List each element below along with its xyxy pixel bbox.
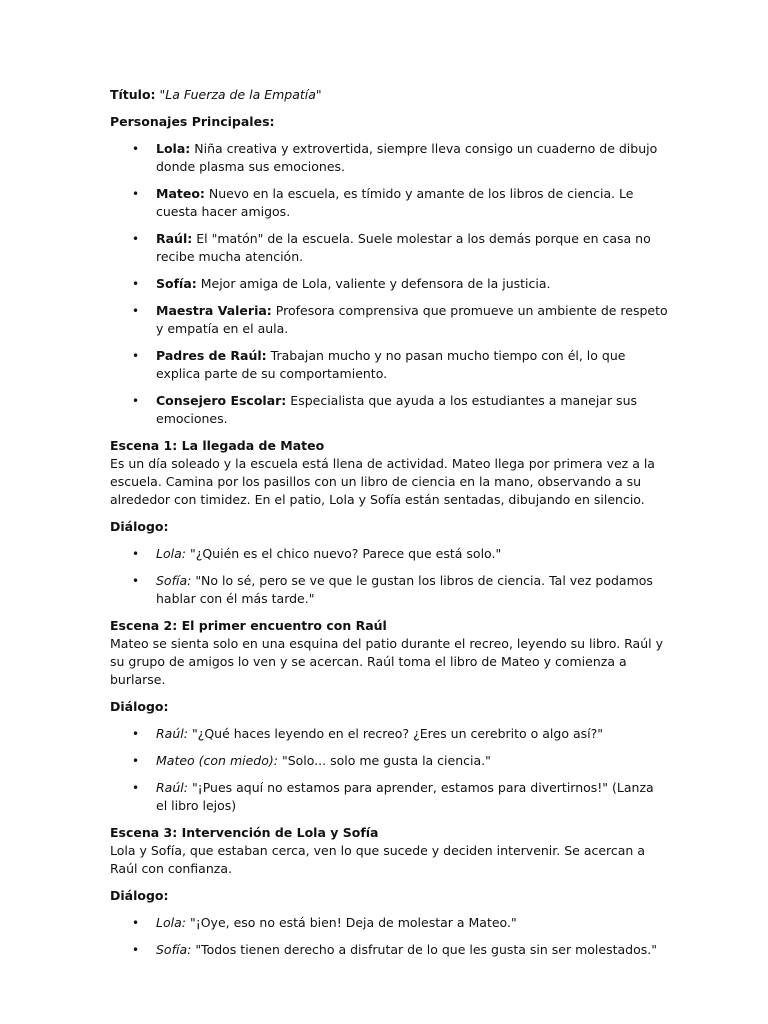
character-name: Consejero Escolar: [156, 393, 287, 408]
bullet-icon: • [132, 943, 140, 957]
scene-heading: Escena 2: El primer encuentro con Raúl [110, 618, 387, 633]
list-item [110, 347, 668, 383]
dialog-line: "Solo... solo me gusta la ciencia." [281, 753, 491, 768]
scene-3-dialog [110, 914, 668, 959]
dialog-line: "¡Oye, eso no está bien! Deja de molestar a Mateo." [189, 915, 517, 930]
character-description: Profesora comprensiva que promueve un ambiente de respeto y empatía en el aula. [156, 303, 668, 336]
list-item [110, 302, 668, 338]
character-description: Nuevo en la escuela, es tímido y amante de los libros de ciencia. Le cuesta hacer amigos. [156, 186, 634, 219]
dialog-speaker: Sofía: [156, 942, 192, 957]
character-description: Mejor amiga de Lola, valiente y defensora de la justicia. [200, 276, 551, 291]
dialog-line: "¿Qué haces leyendo en el recreo? ¿Eres un cerebrito o algo así?" [191, 726, 603, 741]
scene-3 [110, 824, 668, 878]
bullet-icon: • [132, 232, 140, 246]
scene-description: Mateo se sienta solo en una esquina del patio durante el recreo, leyendo su libro. Raúl y su grupo de amigos lo ven y se acercan. Raúl toma el libro de Mateo y comienza a burlarse. [110, 636, 663, 687]
title-value: "La Fuerza de la Empatía" [159, 87, 322, 102]
title-label: Título: [110, 87, 156, 102]
dialog-line: "¡Pues aquí no estamos para aprender, estamos para divertirnos!" (Lanza el libro lejos) [156, 780, 654, 813]
scene-description: Es un día soleado y la escuela está llena de actividad. Mateo llega por primera vez a la escuela. Camina por los pasillos con un libro de ciencia en la mano, observando a su alrededor con timidez. En el patio, Lola y Sofía están sentadas, dibujando en silencio. [110, 456, 655, 507]
scene-heading: Escena 1: La llegada de Mateo [110, 438, 325, 453]
dialog-label: Diálogo: [110, 888, 169, 903]
character-name: Lola: [156, 141, 191, 156]
character-name: Maestra Valeria: [156, 303, 272, 318]
characters-list [110, 140, 668, 428]
bullet-icon: • [132, 916, 140, 930]
dialog-line: "Todos tienen derecho a disfrutar de lo que les gusta sin ser molestados." [195, 942, 657, 957]
bullet-icon: • [132, 304, 140, 318]
dialog-speaker: Raúl: [156, 726, 188, 741]
scene-2 [110, 617, 668, 689]
scene-1 [110, 437, 668, 509]
dialog-speaker: Raúl: [156, 780, 188, 795]
list-item [110, 572, 668, 608]
dialog-line: "No lo sé, pero se ve que le gustan los libros de ciencia. Tal vez podamos hablar con él más tarde." [156, 573, 653, 606]
bullet-icon: • [132, 574, 140, 588]
list-item [110, 941, 668, 959]
list-item [110, 752, 668, 770]
bullet-icon: • [132, 394, 140, 408]
dialog-line: "¿Quién es el chico nuevo? Parece que está solo." [189, 546, 502, 561]
list-item [110, 545, 668, 563]
bullet-icon: • [132, 349, 140, 363]
scene-heading: Escena 3: Intervención de Lola y Sofía [110, 825, 379, 840]
character-description: Niña creativa y extrovertida, siempre lleva consigo un cuaderno de dibujo donde plasma sus emociones. [156, 141, 658, 174]
bullet-icon: • [132, 277, 140, 291]
characters-heading: Personajes Principales: [110, 114, 275, 129]
dialog-label: Diálogo: [110, 519, 169, 534]
bullet-icon: • [132, 754, 140, 768]
dialog-speaker: Lola: [156, 915, 186, 930]
character-name: Mateo: [156, 186, 205, 201]
character-name: Sofía: [156, 276, 197, 291]
list-item [110, 779, 668, 815]
title-line [110, 86, 668, 104]
character-name: Padres de Raúl: [156, 348, 267, 363]
list-item [110, 140, 668, 176]
dialog-speaker: Mateo (con miedo): [156, 753, 278, 768]
scene-1-dialog [110, 545, 668, 608]
list-item [110, 275, 668, 293]
character-name: Raúl: [156, 231, 193, 246]
dialog-speaker: Lola: [156, 546, 186, 561]
list-item [110, 725, 668, 743]
scene-description: Lola y Sofía, que estaban cerca, ven lo que sucede y deciden intervenir. Se acercan a Raúl con confianza. [110, 843, 645, 876]
bullet-icon: • [132, 781, 140, 795]
bullet-icon: • [132, 187, 140, 201]
character-description: Especialista que ayuda a los estudiantes a manejar sus emociones. [156, 393, 638, 426]
bullet-icon: • [132, 547, 140, 561]
bullet-icon: • [132, 142, 140, 156]
dialog-label: Diálogo: [110, 699, 169, 714]
character-description: El "matón" de la escuela. Suele molestar a los demás porque en casa no recibe mucha atención. [156, 231, 651, 264]
bullet-icon: • [132, 727, 140, 741]
list-item [110, 230, 668, 266]
list-item [110, 914, 668, 932]
dialog-speaker: Sofía: [156, 573, 192, 588]
scene-2-dialog [110, 725, 668, 815]
character-description: Trabajan mucho y no pasan mucho tiempo con él, lo que explica parte de su comportamiento. [156, 348, 626, 381]
list-item [110, 185, 668, 221]
list-item [110, 392, 668, 428]
